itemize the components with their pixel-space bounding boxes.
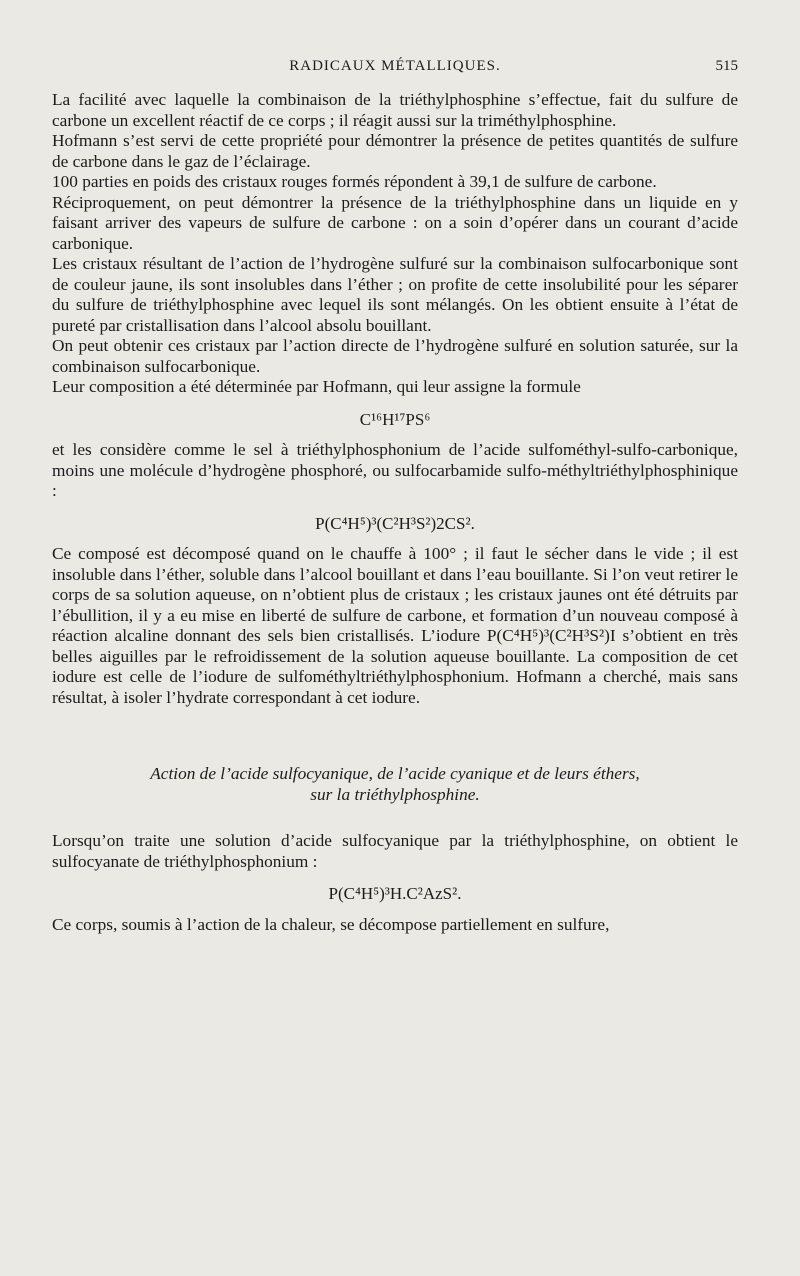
paragraph-sel-triethylphosphonium: et les considère comme le sel à triéthylphosphonium de l’acide sulfométhyl-sulfo-carbonique, moins une molécule d’hydrogène phosphoré, ou sulfocarbamide sulfo-méthyltriéthylphosphinique : — [52, 440, 738, 500]
paragraph-sulfocyanate: Lorsqu’on traite une solution d’acide sulfocyanique par la triéthylphosphine, on obtient le sulfocyanate de triéthylphosphonium : — [52, 831, 738, 871]
paragraph-composition: Leur composition a été déterminée par Hofmann, qui leur assigne la formule — [52, 377, 581, 396]
body-text — [52, 90, 738, 935]
formula-c16h17ps6: C¹⁶H¹⁷PS⁶ — [359, 409, 431, 429]
section-title-line-2: sur la triéthylphosphine. — [310, 784, 480, 804]
running-title: RADICAUX MÉTALLIQUES. — [289, 58, 501, 74]
section-title-line-1: Action de l’acide sulfocyanique, de l’acide cyanique et de leurs éthers, — [150, 764, 640, 783]
formula-sulfocyanate: P(C⁴H⁵)³H.C²AzS². — [328, 884, 462, 903]
paragraph-action-directe: On peut obtenir ces cristaux par l’action directe de l’hydrogène sulfuré en solution saturée, sur la combinaison sulfocarbonique. — [52, 336, 738, 376]
section-title — [52, 764, 738, 805]
page-number: 515 — [715, 58, 738, 74]
paragraph-decomposition: Ce composé est décomposé quand on le chauffe à 100° ; il faut le sécher dans le vide ; il est insoluble dans l’éther, soluble dans l’alcool bouillant et dans l’eau bouillante. Si l’on veut retirer le corps de sa solution aqueuse, on n’obtient plus de cristaux ; les cristaux jaunes ont été détruits par l’ébullition, il y a eu mise en liberté de sulfure de carbone, et formation d’un nouveau composé à réaction alcaline donnant des sels bien cristallisés. L’iodure P(C⁴H⁵)³(C²H³S²)I s’obtient en très belles aiguilles par le refroidissement de la solution aqueuse bouillante. La composition de cet iodure est celle de l’iodure de sulfométhyltriéthylphosphonium. Hofmann a cherché, mais sans résultat, à isoler l’hydrate correspondant à cet iodure. — [52, 544, 738, 707]
paragraph-hofmann-gaz: Hofmann s’est servi de cette propriété pour démontrer la présence de petites quantités de sulfure de carbone dans le gaz de l’éclairage. — [52, 131, 738, 171]
formula-sulfocarbamide: P(C⁴H⁵)³(C²H³S²)2CS². — [315, 513, 475, 533]
paragraph-parties-poids: 100 parties en poids des cristaux rouges formés répondent à 39,1 de sulfure de carbone. — [52, 172, 657, 191]
paragraph-reactif: La facilité avec laquelle la combinaison de la triéthylphosphine s’effectue, fait du sulfure de carbone un excellent réactif de ce corps ; il réagit aussi sur la triméthylphosphine. — [52, 90, 738, 130]
page-header — [52, 58, 738, 84]
paragraph-cristaux-jaunes: Les cristaux résultant de l’action de l’hydrogène sulfuré sur la combinaison sulfocarbonique sont de couleur jaune, ils sont insolubles dans l’éther ; on profite de cette insolubilité pour les séparer du sulfure de triéthylphosphine avec lequel ils sont mélangés. On les obtient ensuite à l’état de pureté par cristallisation dans l’alcool absolu bouillant. — [52, 254, 738, 335]
paragraph-reciproquement: Réciproquement, on peut démontrer la présence de la triéthylphosphine dans un liquide en y faisant arriver des vapeurs de sulfure de carbone : on a soin d’opérer dans un courant d’acide carbonique. — [52, 192, 738, 253]
paragraph-chaleur: Ce corps, soumis à l’action de la chaleur, se décompose partiellement en sulfure, — [52, 914, 610, 934]
